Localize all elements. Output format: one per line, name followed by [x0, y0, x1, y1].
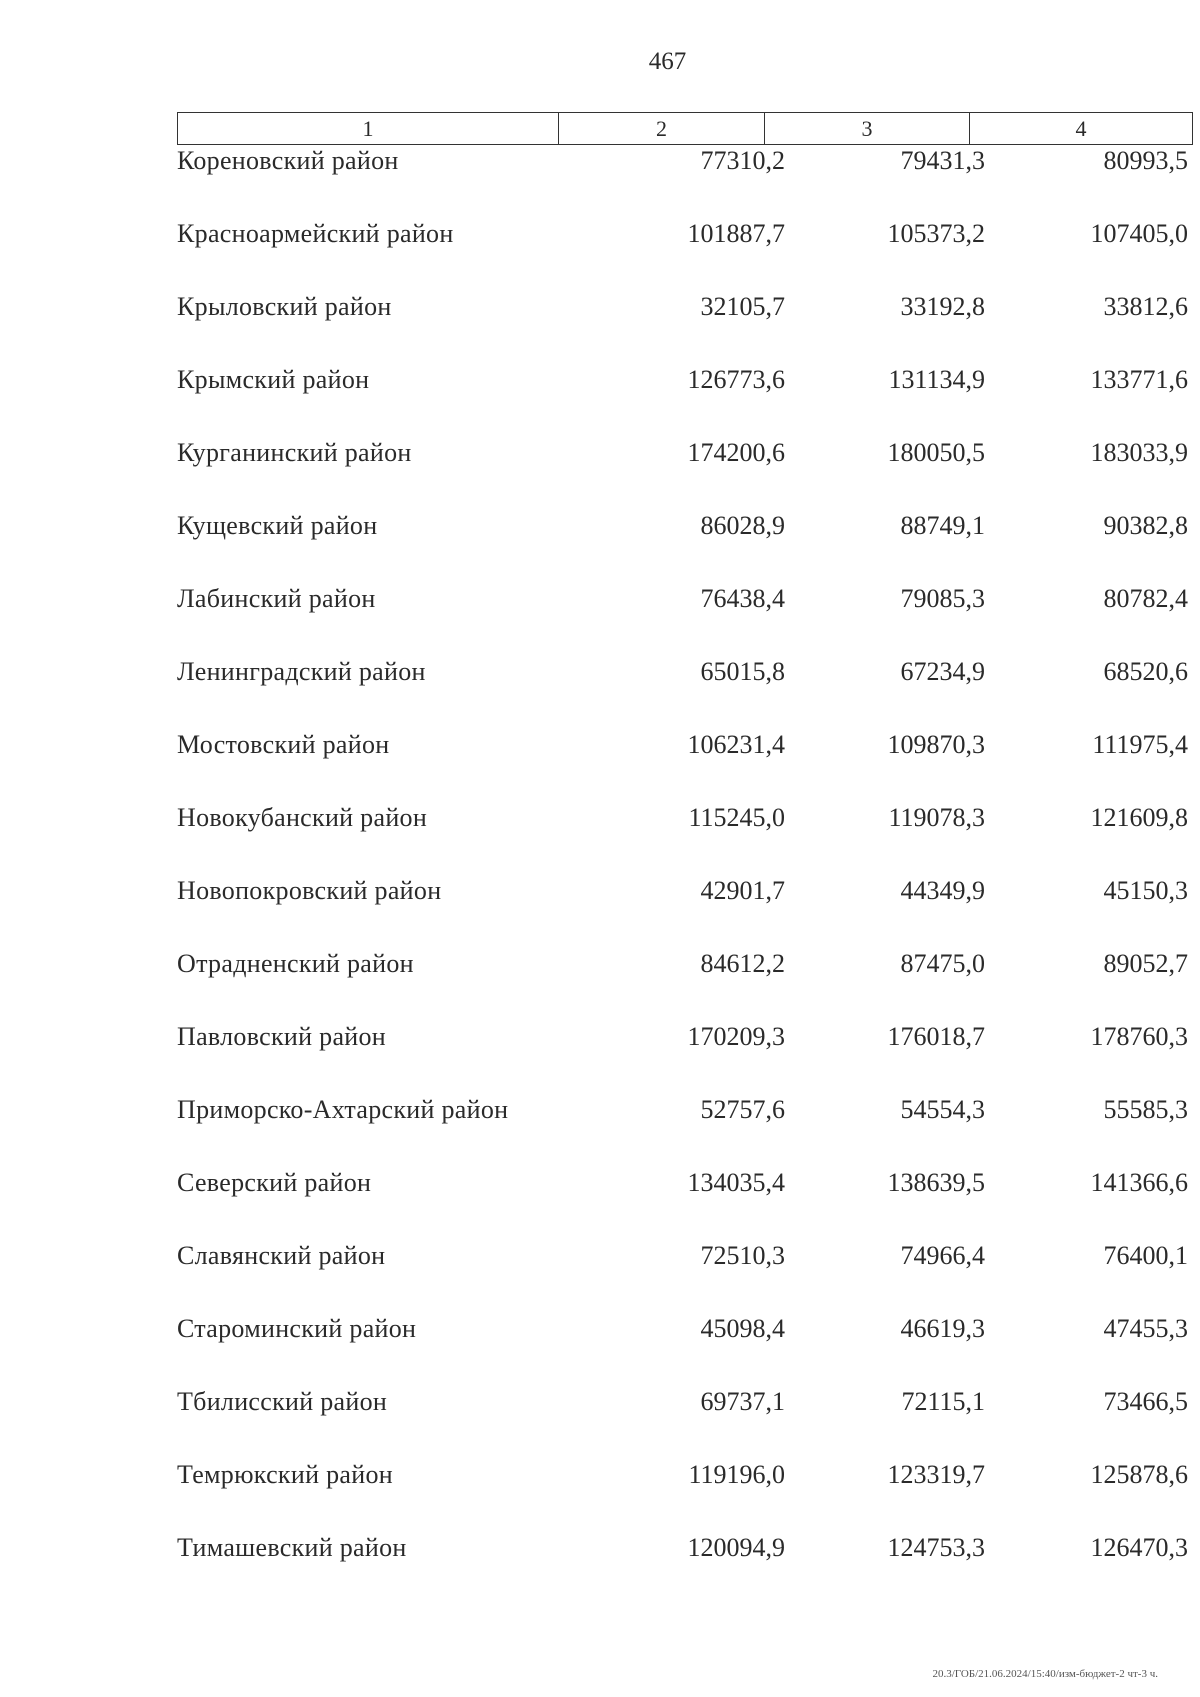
value-col-3: 74966,4	[900, 1241, 985, 1270]
value-col-3: 88749,1	[900, 511, 985, 540]
value-col-3: 54554,3	[900, 1095, 985, 1124]
district-name: Темрюкский район	[177, 1460, 393, 1489]
value-col-3: 44349,9	[900, 876, 985, 905]
table-row	[177, 1387, 1192, 1460]
value-col-2: 119196,0	[688, 1460, 785, 1489]
table-row	[177, 292, 1192, 365]
district-name: Кущевский район	[177, 511, 378, 540]
column-header-3: 3	[765, 113, 970, 145]
table-row	[177, 219, 1192, 292]
district-name: Отрадненский район	[177, 949, 414, 978]
value-col-2: 32105,7	[700, 292, 785, 321]
table-row	[177, 1095, 1192, 1168]
district-name: Славянский район	[177, 1241, 386, 1270]
table-row	[177, 146, 1192, 219]
value-col-2: 120094,9	[687, 1533, 785, 1562]
value-col-4: 76400,1	[1103, 1241, 1188, 1270]
district-name: Кореновский район	[177, 146, 399, 175]
district-name: Мостовский район	[177, 730, 390, 759]
value-col-2: 77310,2	[700, 146, 785, 175]
table-row	[177, 511, 1192, 584]
column-header-4: 4	[970, 113, 1193, 145]
column-header-1: 1	[178, 113, 559, 145]
value-col-4: 133771,6	[1090, 365, 1188, 394]
value-col-4: 178760,3	[1090, 1022, 1188, 1051]
value-col-2: 86028,9	[700, 511, 785, 540]
district-name: Тимашевский район	[177, 1533, 407, 1562]
value-col-3: 72115,1	[901, 1387, 985, 1416]
value-col-2: 52757,6	[700, 1095, 785, 1124]
value-col-3: 131134,9	[888, 365, 985, 394]
district-name: Красноармейский район	[177, 219, 454, 248]
value-col-3: 79431,3	[900, 146, 985, 175]
table-row	[177, 365, 1192, 438]
district-name: Лабинский район	[177, 584, 376, 613]
value-col-2: 115245,0	[688, 803, 785, 832]
district-name: Курганинский район	[177, 438, 412, 467]
value-col-3: 46619,3	[900, 1314, 985, 1343]
value-col-4: 111975,4	[1092, 730, 1188, 759]
value-col-2: 174200,6	[687, 438, 785, 467]
district-name: Павловский район	[177, 1022, 387, 1051]
value-col-3: 119078,3	[888, 803, 985, 832]
value-col-4: 68520,6	[1103, 657, 1188, 686]
value-col-2: 101887,7	[687, 219, 785, 248]
district-name: Крыловский район	[177, 292, 392, 321]
value-col-3: 180050,5	[887, 438, 985, 467]
table-row	[177, 1460, 1192, 1533]
table-row	[177, 949, 1192, 1022]
value-col-2: 72510,3	[700, 1241, 785, 1270]
column-header-row	[178, 113, 1193, 145]
value-col-2: 65015,8	[700, 657, 785, 686]
value-col-2: 76438,4	[700, 584, 785, 613]
value-col-3: 123319,7	[887, 1460, 985, 1489]
table-row	[177, 1533, 1192, 1606]
value-col-2: 45098,4	[700, 1314, 785, 1343]
value-col-4: 80782,4	[1103, 584, 1188, 613]
value-col-3: 33192,8	[900, 292, 985, 321]
value-col-2: 134035,4	[687, 1168, 785, 1197]
page-number: 467	[648, 48, 687, 75]
value-col-4: 47455,3	[1103, 1314, 1188, 1343]
value-col-4: 107405,0	[1090, 219, 1188, 248]
footer-stamp: 20.3/ГОБ/21.06.2024/15:40/изм-бюджет-2 чт-3 ч.	[932, 1668, 1158, 1680]
value-col-3: 79085,3	[900, 584, 985, 613]
value-col-3: 176018,7	[887, 1022, 985, 1051]
value-col-3: 67234,9	[900, 657, 985, 686]
value-col-2: 42901,7	[700, 876, 785, 905]
value-col-2: 106231,4	[687, 730, 785, 759]
value-col-4: 141366,6	[1090, 1168, 1188, 1197]
district-name: Крымский район	[177, 365, 370, 394]
value-col-4: 125878,6	[1090, 1460, 1188, 1489]
value-col-2: 170209,3	[687, 1022, 785, 1051]
value-col-4: 73466,5	[1103, 1387, 1188, 1416]
table-row	[177, 1168, 1192, 1241]
table-row	[177, 1241, 1192, 1314]
column-header-table	[177, 112, 1193, 145]
value-col-4: 55585,3	[1103, 1095, 1188, 1124]
table-body	[177, 146, 1192, 1606]
table-row	[177, 730, 1192, 803]
table-row	[177, 657, 1192, 730]
value-col-4: 90382,8	[1103, 511, 1188, 540]
column-header-2: 2	[559, 113, 765, 145]
district-name: Приморско-Ахтарский район	[177, 1095, 509, 1124]
value-col-4: 126470,3	[1090, 1533, 1188, 1562]
table-row	[177, 438, 1192, 511]
district-name: Новокубанский район	[177, 803, 428, 832]
value-col-3: 109870,3	[887, 730, 985, 759]
value-col-4: 183033,9	[1090, 438, 1188, 467]
value-col-2: 69737,1	[700, 1387, 785, 1416]
value-col-4: 45150,3	[1103, 876, 1188, 905]
table-row	[177, 876, 1192, 949]
district-name: Староминский район	[177, 1314, 417, 1343]
value-col-3: 124753,3	[887, 1533, 985, 1562]
value-col-2: 84612,2	[700, 949, 785, 978]
value-col-4: 33812,6	[1103, 292, 1188, 321]
table-row	[177, 1314, 1192, 1387]
district-name: Новопокровский район	[177, 876, 442, 905]
district-name: Тбилисский район	[177, 1387, 388, 1416]
value-col-3: 138639,5	[887, 1168, 985, 1197]
value-col-4: 89052,7	[1103, 949, 1188, 978]
table-row	[177, 803, 1192, 876]
value-col-4: 121609,8	[1090, 803, 1188, 832]
value-col-4: 80993,5	[1103, 146, 1188, 175]
value-col-3: 105373,2	[887, 219, 985, 248]
table-row	[177, 1022, 1192, 1095]
district-name: Северский район	[177, 1168, 372, 1197]
value-col-3: 87475,0	[900, 949, 985, 978]
table-row	[177, 584, 1192, 657]
district-name: Ленинградский район	[177, 657, 426, 686]
value-col-2: 126773,6	[687, 365, 785, 394]
